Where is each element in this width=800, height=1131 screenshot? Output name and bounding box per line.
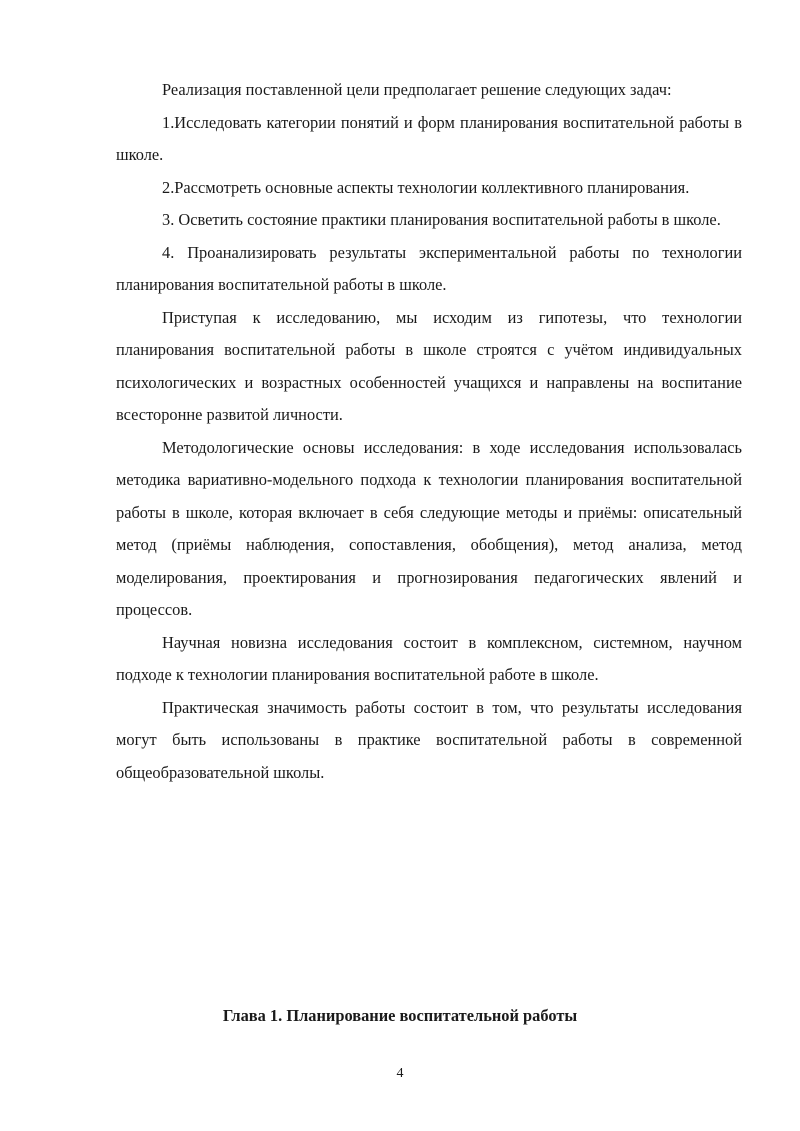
paragraph-task-1: 1.Исследовать категории понятий и форм планирования воспитательной работы в школе. xyxy=(116,112,742,164)
paragraph-tasks-intro: Реализация поставленной цели предполагает решение следующих задач: xyxy=(162,80,672,99)
paragraph-methodology: Методологические основы исследования: в ходе исследования использовалась методика вариативно-модельного подхода к технологии планирования воспитательной работы в школе, которая включает в себя следующие методы и приёмы: описательный метод (приёмы наблюдения, сопоставления, обобщения), метод анализа, метод моделирования, проектирования и прогнозирования педагогических явлений и процессов. xyxy=(116,437,742,619)
paragraph-significance: Практическая значимость работы состоит в том, что результаты исследования могут быть использованы в практике воспитательной работы в современной общеобразовательной школы. xyxy=(116,697,742,782)
paragraph-task-3: 3. Осветить состояние практики планирования воспитательной работы в школе. xyxy=(162,210,721,229)
paragraph-novelty: Научная новизна исследования состоит в комплексном, системном, научном подходе к технологии планирования воспитательной работе в школе. xyxy=(116,632,742,684)
paragraph-task-2: 2.Рассмотреть основные аспекты технологии коллективного планирования. xyxy=(162,177,690,197)
paragraph-hypothesis: Приступая к исследованию, мы исходим из гипотезы, что технологии планирования воспитательной работы в школе строятся с учётом индивидуальных психологических и возрастных особенностей учащихся и направлены на воспитание всесторонне развитой личности. xyxy=(116,307,742,424)
chapter-title: Глава 1. Планирование воспитательной работы xyxy=(222,1006,578,1025)
paragraph-task-4: 4. Проанализировать результаты экспериментальной работы по технологии планирования воспитательной работы в школе. xyxy=(116,242,742,294)
page-number: 4 xyxy=(396,1066,404,1081)
body-text xyxy=(116,74,742,789)
